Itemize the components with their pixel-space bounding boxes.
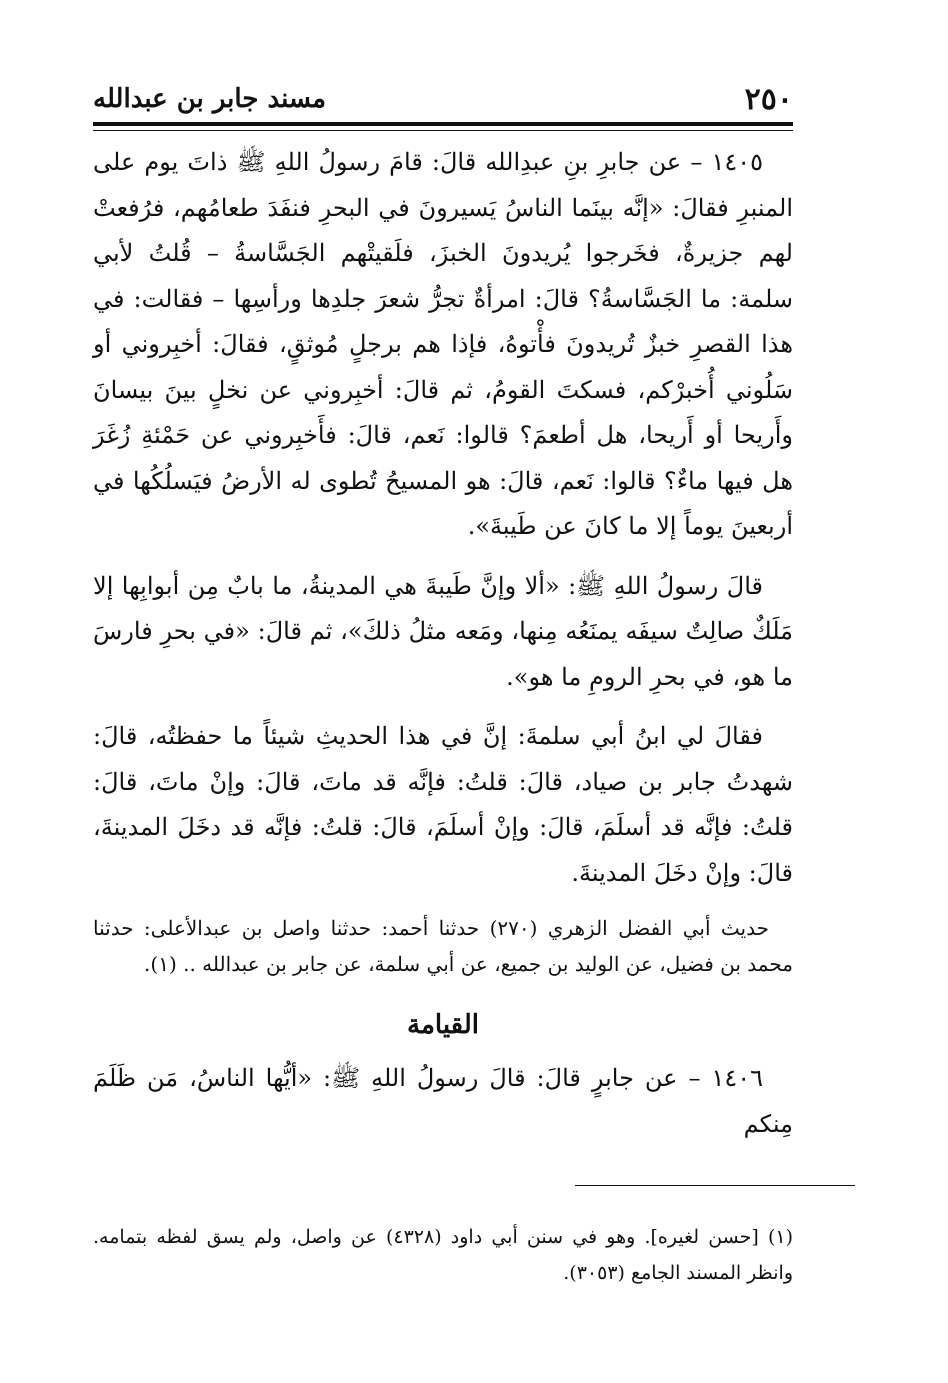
section-heading: القيامة	[407, 1010, 479, 1040]
main-text	[93, 140, 793, 1161]
hadith-1405-paragraph-2: قالَ رسولُ اللهِ ﷺ: «ألا وإنَّ طَيبةَ هي المدينةُ، ما بابٌ مِن أبوابِها إلا مَلَكٌ صالِتٌ سيفَه يمنَعُه مِنها، ومَعه مثلُ ذلكَ»، ثم قالَ: «في بحرِ فارسَ ما هو، في بحرِ الرومِ ما هو».	[93, 571, 793, 691]
page-number: ٢٥٠	[744, 82, 793, 117]
page-header	[93, 80, 793, 120]
header-rule-thin	[93, 130, 793, 131]
hadith-1405-paragraph-1: ١٤٠٥ – عن جابرِ بنِ عبدِالله قالَ: قامَ رسولُ اللهِ ﷺ ذاتَ يوم على المنبرِ فقالَ: «إنَّه بينَما الناسُ يَسيرونَ في البحرِ فنفَدَ طعامُهم، فرُفعتْ لهم جزيرةٌ، فخَرجوا يُريدونَ الخبزَ، فلَقيتْهم الجَسَّاسةُ – قُلتُ لأبي سلمة: ما الجَسَّاسةُ؟ قالَ: امرأةٌ تجرُّ شعرَ جلدِها ورأسِها – فقالت: في هذا القصرِ خبزٌ تُريدونَ فأْتوهُ، فإذا هم برجلٍ مُوثقٍ، فقالَ: أخبِروني أو سَلُوني أُخبرْكم، فسكتَ القومُ، ثم قالَ: أخبِروني عن نخلٍ بينَ بيسانَ وأَريحا أو أَريحا، هل أطعمَ؟ قالوا: نَعم، قالَ: فأَخبِروني عن حَمْئةِ زُغَرَ هل فيها ماءٌ؟ قالوا: نَعم، قالَ: هو المسيحُ تُطوى له الأرضُ فيَسلُكُها في أربعينَ يوماً إلا ما كانَ عن طَيبةَ».	[93, 148, 793, 540]
hadith-1406-paragraph-1: ١٤٠٦ – عن جابرٍ قالَ: قالَ رسولُ اللهِ ﷺ: «أيُّها الناسُ، مَن ظَلَمَ مِنكم	[93, 1064, 793, 1138]
running-title: مسند جابر بن عبدالله	[93, 84, 327, 114]
hadith-1405-paragraph-3: فقالَ لي ابنُ أبي سلمةَ: إنَّ في هذا الحديثِ شيئاً ما حفظتُه، قالَ: شهدتُ جابر بن صياد، قالَ: قلتُ: فإنَّه قد ماتَ، قالَ: وإنْ ماتَ، قالَ: قلتُ: فإنَّه قد أسلَمَ، قالَ: وإنْ أسلَمَ، قالَ: قلتُ: فإنَّه قد دخَلَ المدينةَ، قالَ: وإنْ دخَلَ المدينةَ.	[93, 722, 793, 887]
hadith-1405-isnad: حديث أبي الفضل الزهري (٢٧٠) حدثنا أحمد: حدثنا واصل بن عبدالأعلى: حدثنا محمد بن فضيل، عن الوليد بن جميع، عن أبي سلمة، عن جابر بن عبدالله .. (١).	[93, 916, 793, 976]
footnote: (١) [حسن لغيره]. وهو في سنن أبي داود (٤٣٢٨) عن واصل، ولم يسق لفظه بتمامه. وانظر المسند الجامع (٣٠٥٣).	[93, 1226, 793, 1284]
footnote-rule	[575, 1185, 855, 1186]
header-rule	[93, 122, 793, 126]
